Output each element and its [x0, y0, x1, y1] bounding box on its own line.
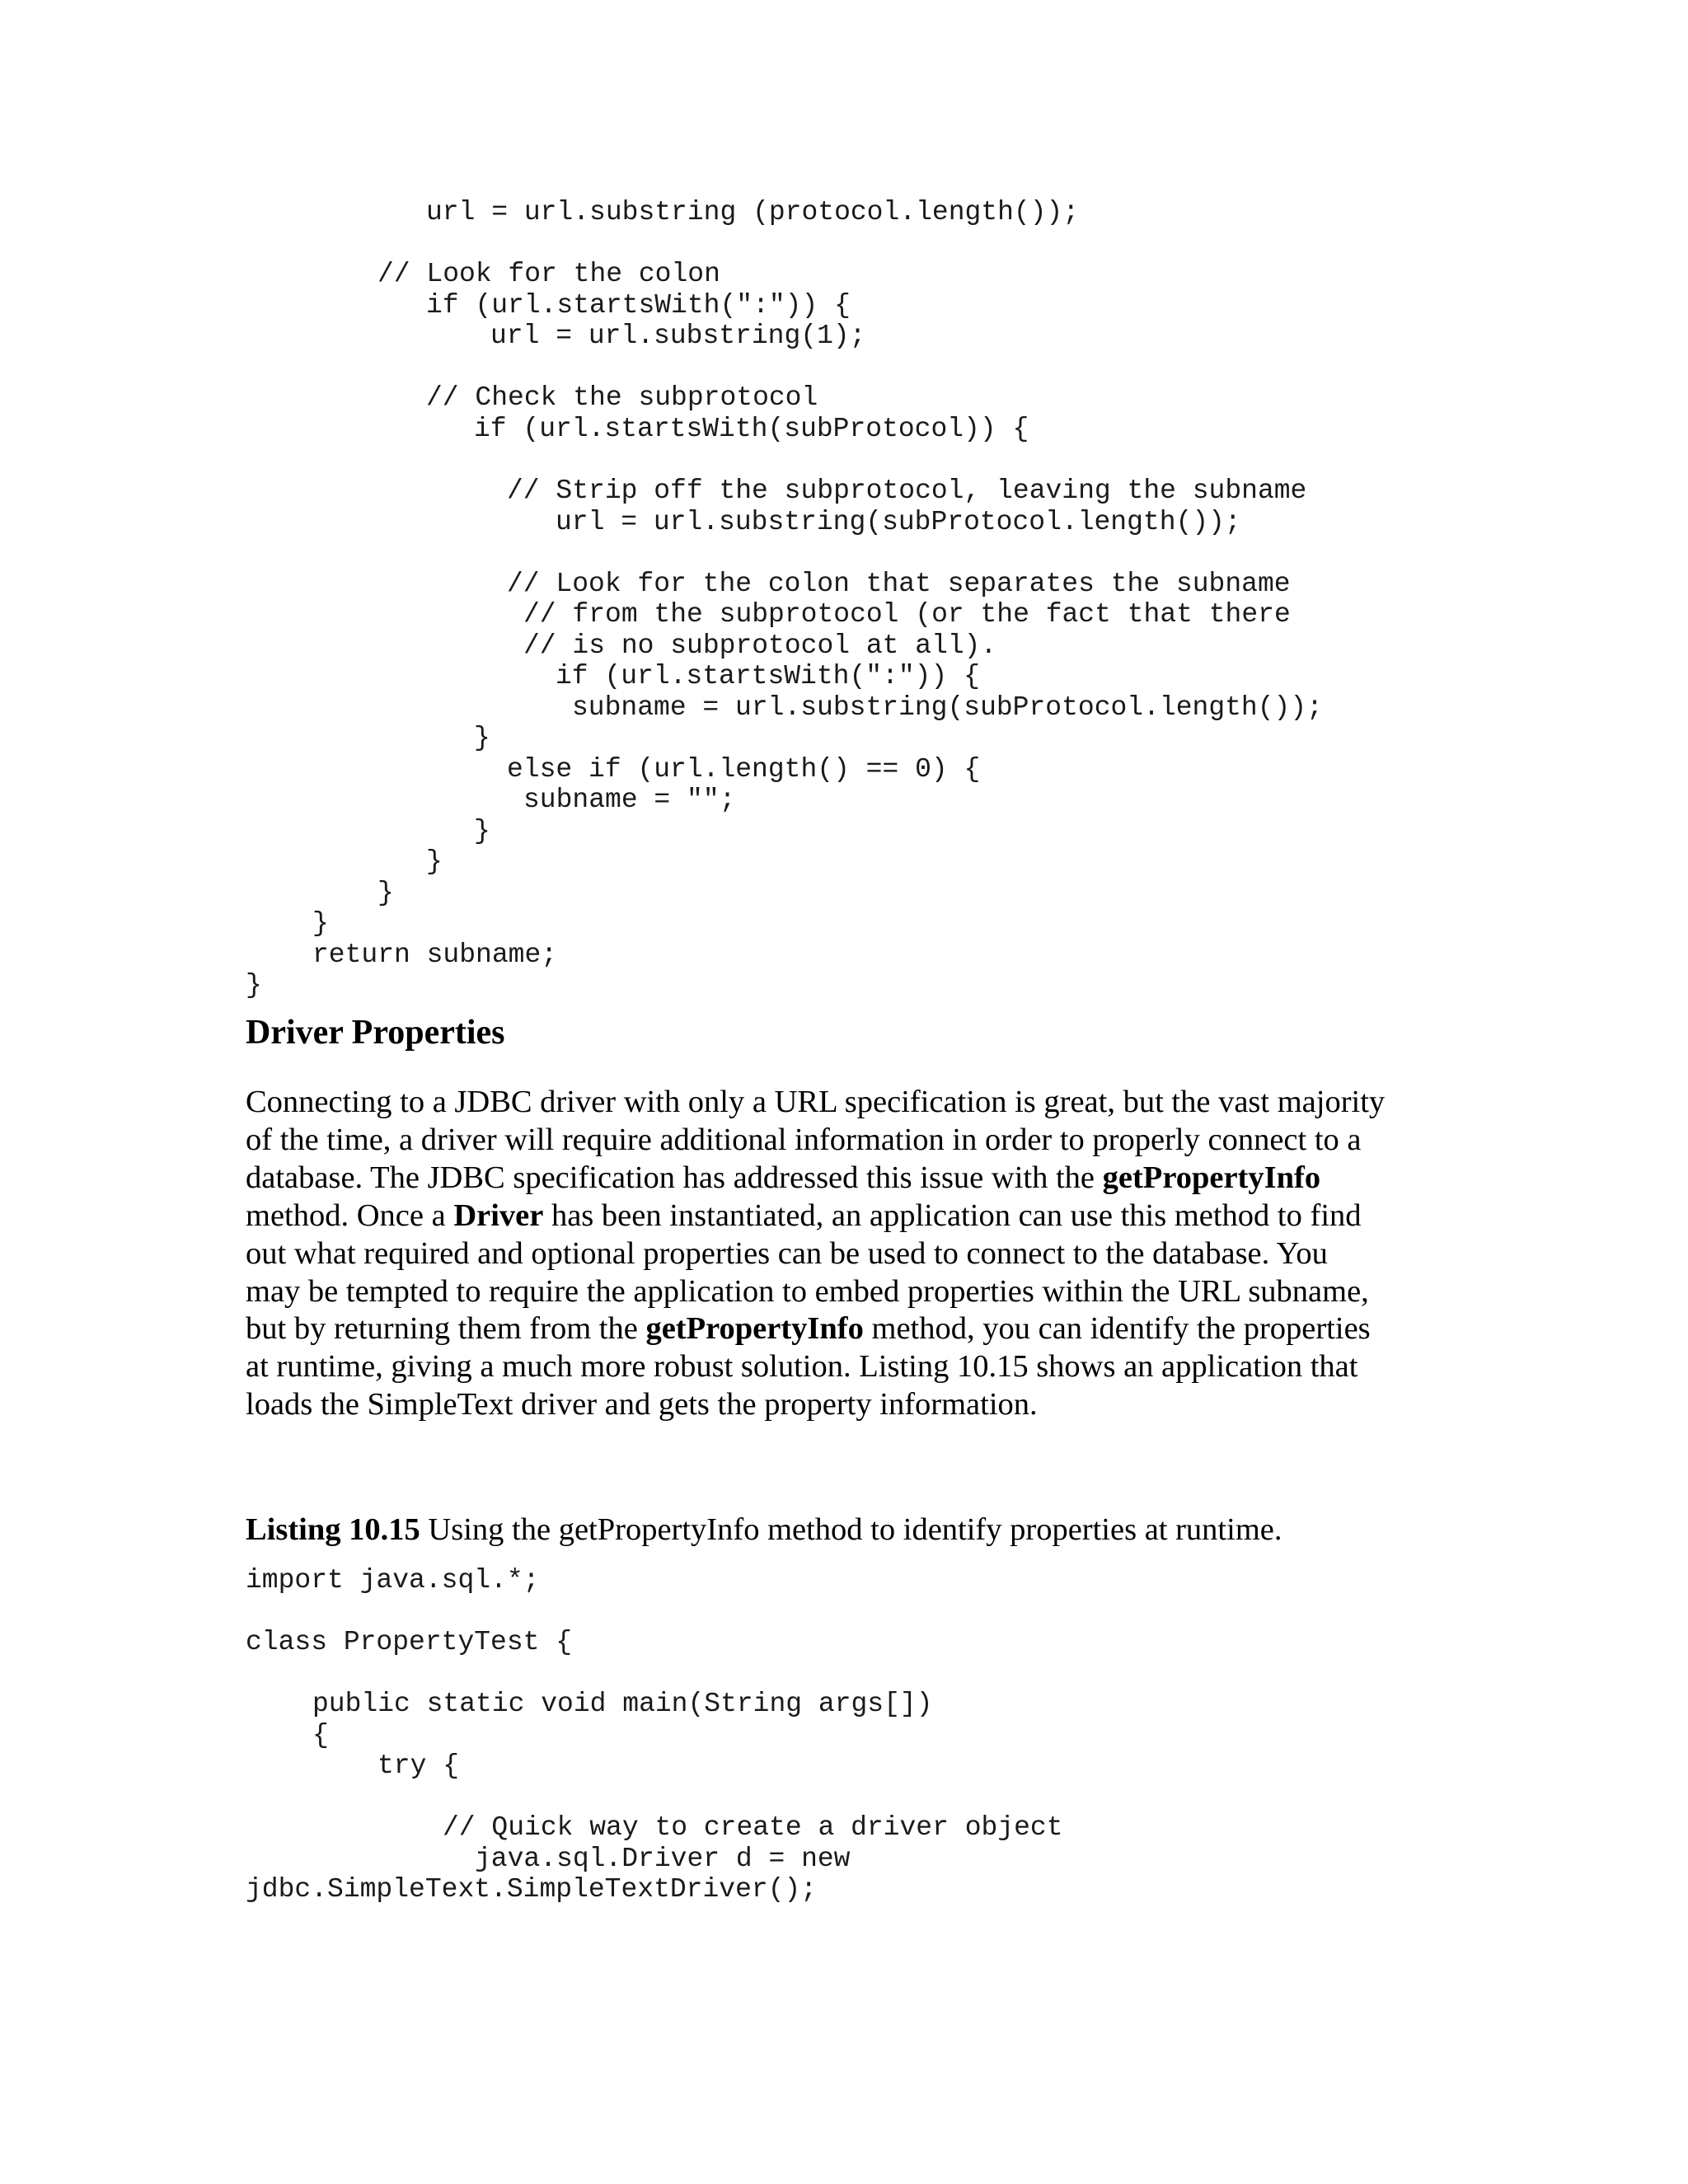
- paragraph-line: [246, 1273, 1449, 1311]
- paragraph-text: database. The JDBC specification has addressed this issue with the: [246, 1160, 1103, 1195]
- body-paragraph: [246, 1084, 1449, 1424]
- bold-term: Driver: [453, 1197, 544, 1233]
- code-top-line: // Look for the colon: [377, 259, 720, 289]
- paragraph-line: [246, 1084, 1449, 1122]
- code-top-line: }: [377, 878, 394, 908]
- paragraph-text: may be tempted to require the application to embed properties within the URL subname,: [246, 1273, 1369, 1309]
- paragraph-text: at runtime, giving a much more robust solution. Listing 10.15 shows an application that: [246, 1349, 1358, 1385]
- section-heading: Driver Properties: [246, 1014, 505, 1052]
- code-top-line: if (url.startsWith(":")) {: [426, 290, 851, 321]
- paragraph-text: of the time, a driver will require additional information in order to properly connect to a: [246, 1122, 1362, 1157]
- paragraph-line: [246, 1197, 1449, 1235]
- code-bottom-line: java.sql.Driver d = new: [475, 1844, 851, 1874]
- code-top-line: if (url.startsWith(":")) {: [556, 661, 980, 691]
- paragraph-text: out what required and optional properties can be used to connect to the database. You: [246, 1235, 1328, 1271]
- bold-term: getPropertyInfo: [645, 1311, 864, 1347]
- code-bottom-line: jdbc.SimpleText.SimpleTextDriver();: [246, 1874, 818, 1905]
- paragraph-text: method. Once a: [246, 1197, 454, 1233]
- code-top-line: // Check the subprotocol: [426, 382, 818, 413]
- listing-caption: [246, 1511, 1282, 1549]
- code-top-line: // is no subprotocol at all).: [523, 630, 997, 661]
- listing-caption-text: Using the getPropertyInfo method to identify properties at runtime.: [420, 1512, 1282, 1547]
- paragraph-line: [246, 1160, 1449, 1197]
- code-top-line: // Look for the colon that separates the subname: [507, 569, 1291, 599]
- code-top-line: }: [246, 970, 262, 1001]
- paragraph-text: has been instantiated, an application can use this method to find: [543, 1197, 1362, 1233]
- code-bottom-line: class PropertyTest {: [246, 1627, 573, 1657]
- code-bottom-line: public static void main(String args[]): [312, 1689, 933, 1719]
- paragraph-text: method, you can identify the properties: [863, 1311, 1371, 1347]
- code-top-line: }: [312, 908, 329, 939]
- paragraph-line: [246, 1235, 1449, 1273]
- code-top-line: }: [426, 846, 443, 877]
- code-top-line: subname = "";: [523, 785, 736, 815]
- code-top-line: subname = url.substring(subProtocol.length());: [572, 692, 1323, 723]
- paragraph-line: [246, 1122, 1449, 1160]
- code-bottom-line: {: [312, 1720, 329, 1750]
- paragraph-line: [246, 1310, 1449, 1348]
- code-top-line: return subname;: [312, 940, 558, 970]
- code-top-line: // from the subprotocol (or the fact that there: [523, 599, 1291, 630]
- code-top-line: }: [474, 816, 490, 846]
- listing-label: Listing 10.15: [246, 1512, 420, 1547]
- paragraph-line: [246, 1348, 1449, 1386]
- paragraph-line: [246, 1386, 1449, 1424]
- code-top-line: // Strip off the subprotocol, leaving the subname: [507, 476, 1307, 506]
- bold-term: getPropertyInfo: [1102, 1160, 1321, 1195]
- paragraph-text: loads the SimpleText driver and gets the property information.: [246, 1387, 1038, 1422]
- code-top-line: url = url.substring(subProtocol.length());: [556, 507, 1241, 537]
- code-top-line: url = url.substring (protocol.length());: [426, 197, 1080, 227]
- code-top-line: else if (url.length() == 0) {: [507, 754, 981, 785]
- code-bottom-line: // Quick way to create a driver object: [443, 1812, 1063, 1843]
- code-top-line: }: [474, 723, 490, 753]
- paragraph-text: Connecting to a JDBC driver with only a URL specification is great, but the vast majority: [246, 1085, 1386, 1119]
- code-top-line: url = url.substring(1);: [490, 321, 866, 351]
- code-bottom-line: import java.sql.*;: [246, 1565, 540, 1596]
- paragraph-text: but by returning them from the: [246, 1311, 646, 1347]
- code-bottom-line: try {: [377, 1750, 460, 1781]
- code-top-line: if (url.startsWith(subProtocol)) {: [474, 414, 1029, 444]
